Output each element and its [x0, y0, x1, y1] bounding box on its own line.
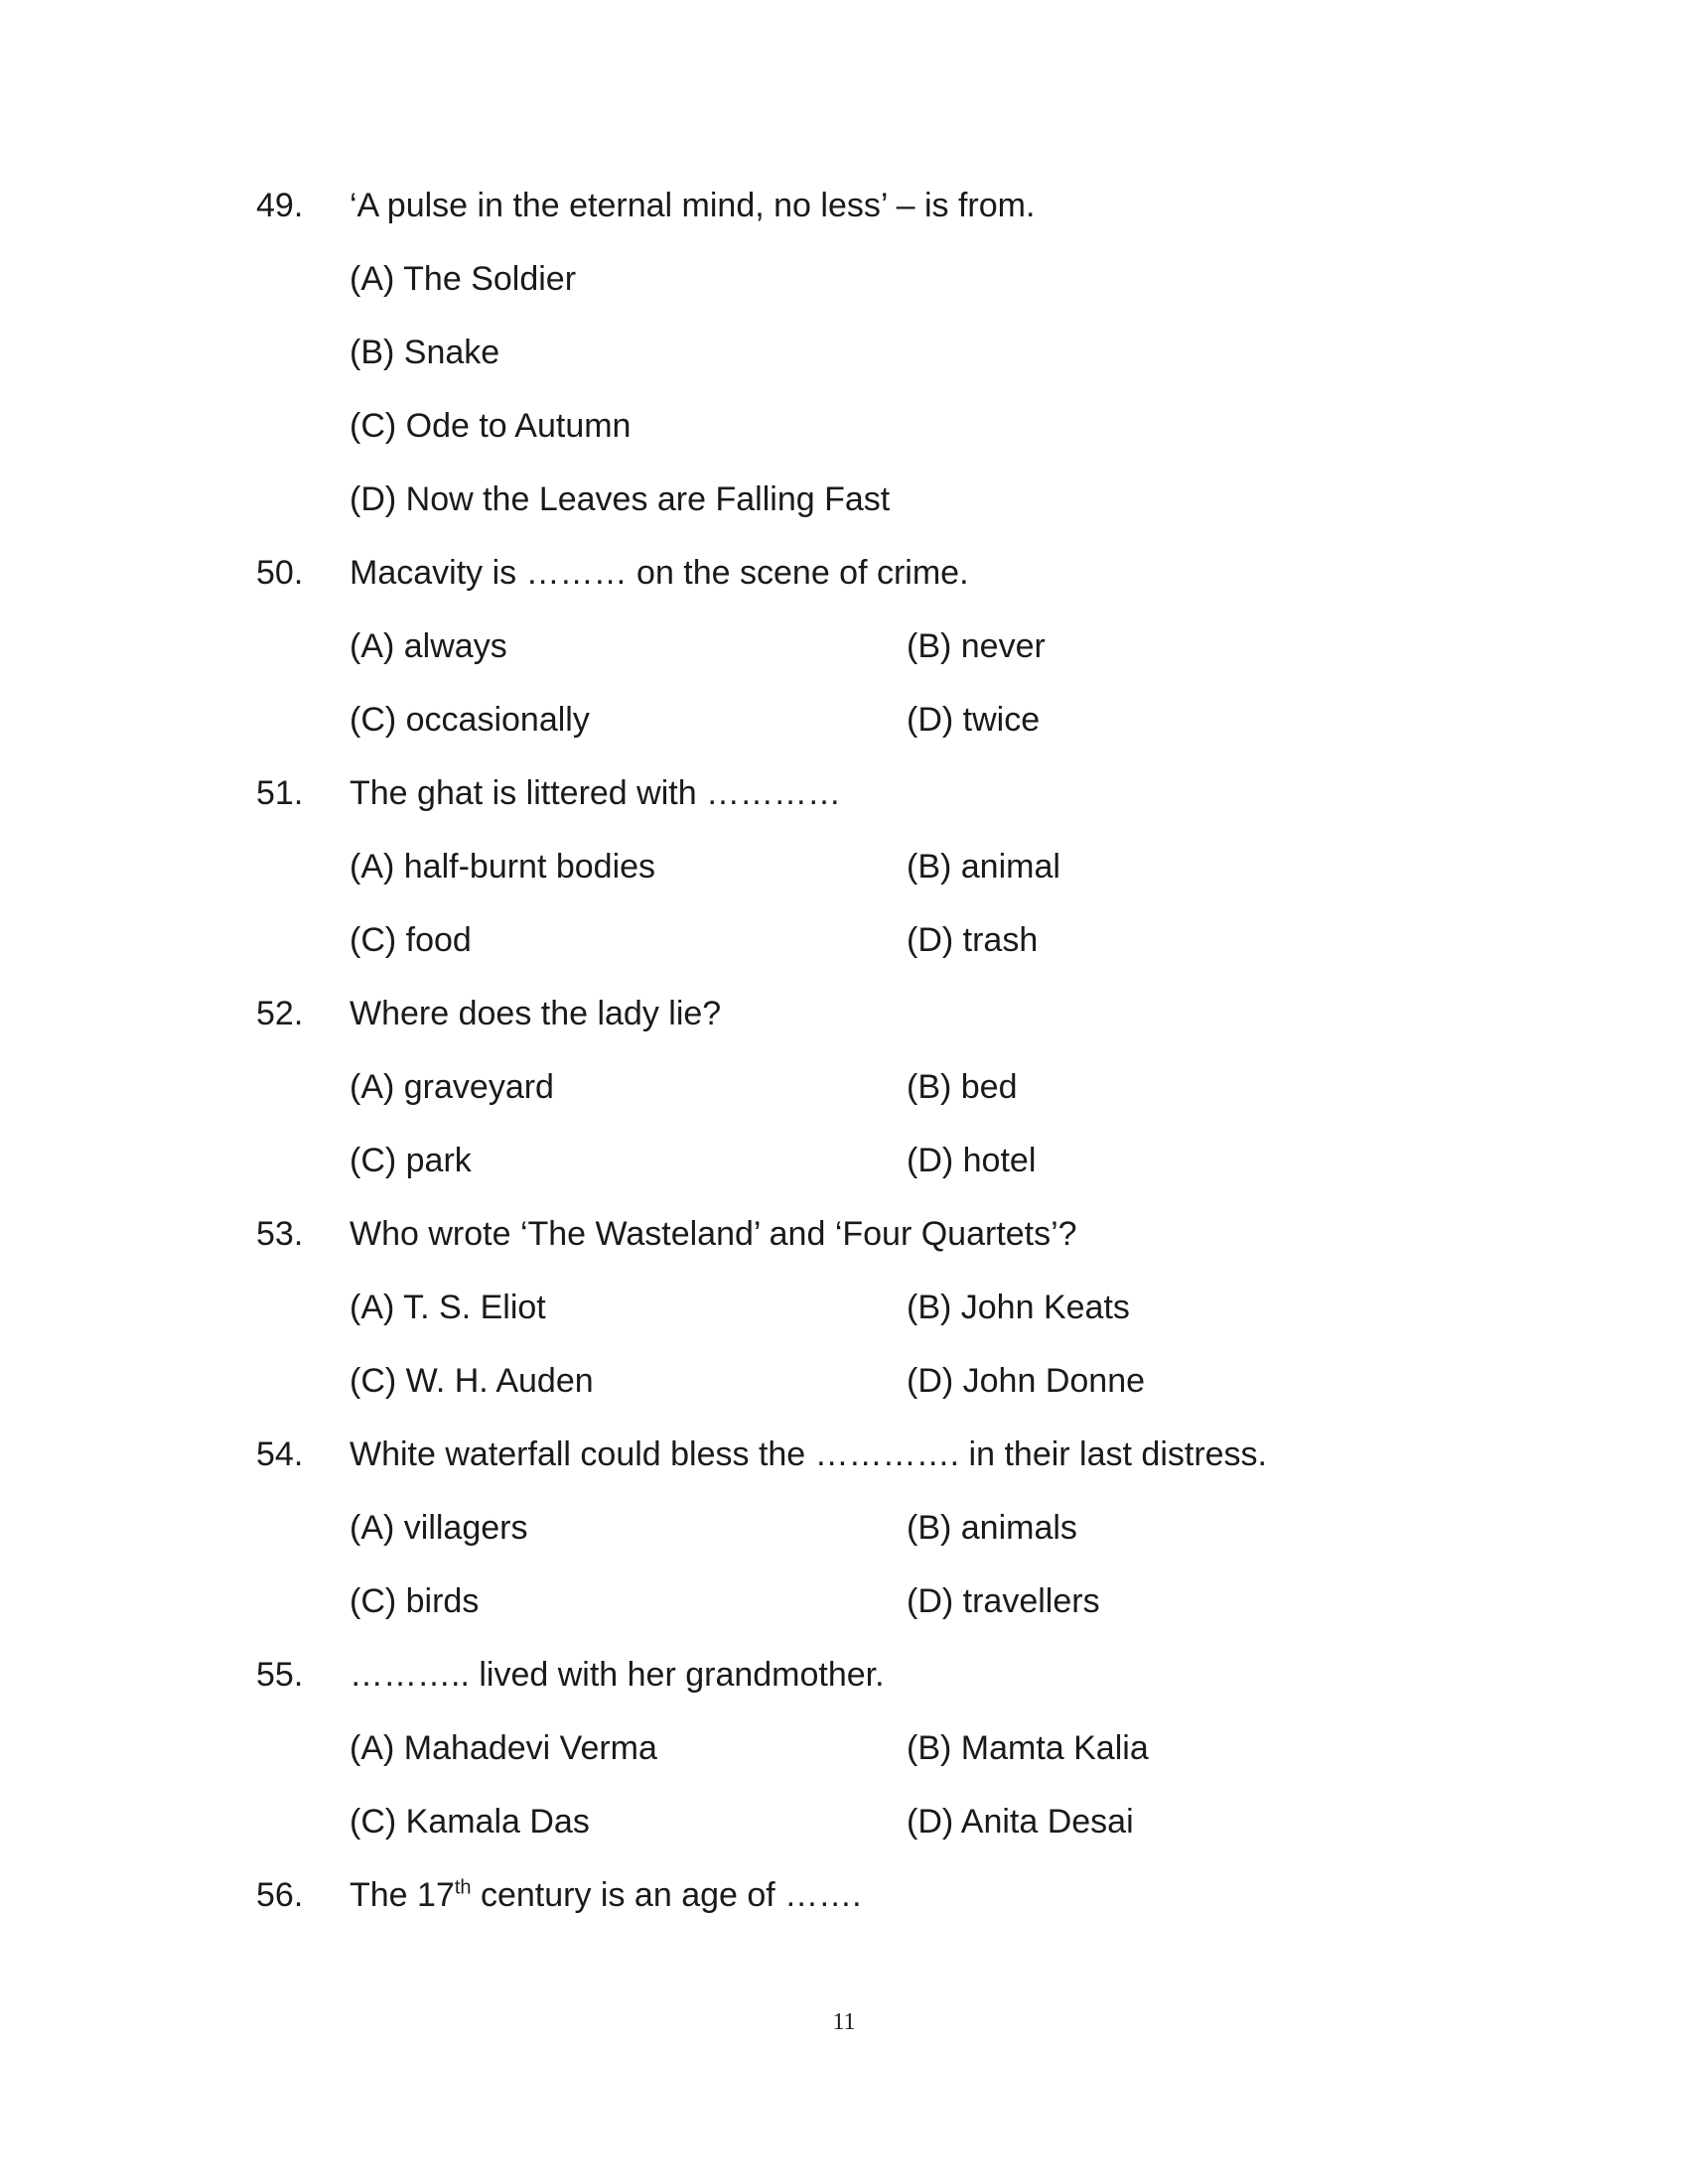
question-text: Macavity is ……… on the scene of crime.	[350, 554, 969, 592]
question-text-after: century is an age of …….	[471, 1876, 862, 1914]
option-a: (A) T. S. Eliot	[350, 1289, 546, 1326]
question-text: The ghat is littered with …………	[350, 774, 842, 812]
option-b: (B) Mamta Kalia	[907, 1729, 1149, 1767]
option-c: (C) Ode to Autumn	[350, 407, 632, 445]
question-text: ‘A pulse in the eternal mind, no less’ – is from.	[350, 187, 1036, 224]
option-a: (A) villagers	[350, 1509, 528, 1547]
question-text	[350, 1875, 862, 1915]
option-a: (A) graveyard	[350, 1068, 554, 1106]
option-a: (A) always	[350, 627, 507, 665]
option-a: (A) Mahadevi Verma	[350, 1729, 657, 1767]
option-b: (B) John Keats	[907, 1289, 1130, 1326]
question-number: 53.	[256, 1215, 304, 1253]
question-number: 55.	[256, 1656, 304, 1694]
option-b: (B) never	[907, 627, 1046, 665]
option-d: (D) trash	[907, 921, 1039, 959]
option-c: (C) park	[350, 1142, 472, 1179]
question-number: 52.	[256, 995, 304, 1032]
question-number: 50.	[256, 554, 304, 592]
option-b: (B) bed	[907, 1068, 1018, 1106]
question-text: White waterfall could bless the …………. in their last distress.	[350, 1435, 1267, 1473]
question-number: 49.	[256, 187, 304, 224]
option-c: (C) W. H. Auden	[350, 1362, 594, 1400]
question-number: 54.	[256, 1435, 304, 1473]
option-d: (D) travellers	[907, 1582, 1100, 1620]
option-c: (C) food	[350, 921, 472, 959]
question-text: ……….. lived with her grandmother.	[350, 1656, 885, 1694]
ordinal-superscript: th	[454, 1876, 472, 1899]
question-number: 51.	[256, 774, 304, 812]
option-a: (A) half-burnt bodies	[350, 848, 656, 886]
option-d: (D) Now the Leaves are Falling Fast	[350, 480, 891, 518]
question-text-before: The 17	[350, 1876, 455, 1914]
option-c: (C) Kamala Das	[350, 1803, 590, 1841]
option-c: (C) birds	[350, 1582, 480, 1620]
option-d: (D) hotel	[907, 1142, 1037, 1179]
option-d: (D) Anita Desai	[907, 1803, 1134, 1841]
question-number: 56.	[256, 1876, 304, 1914]
question-text: Where does the lady lie?	[350, 995, 722, 1032]
question-text: Who wrote ‘The Wasteland’ and ‘Four Quartets’?	[350, 1215, 1077, 1253]
option-d: (D) John Donne	[907, 1362, 1146, 1400]
option-c: (C) occasionally	[350, 701, 590, 739]
option-b: (B) Snake	[350, 334, 500, 371]
option-d: (D) twice	[907, 701, 1041, 739]
option-a: (A) The Soldier	[350, 260, 577, 298]
option-b: (B) animals	[907, 1509, 1077, 1547]
option-b: (B) animal	[907, 848, 1060, 886]
page-number: 11	[832, 2009, 856, 2035]
